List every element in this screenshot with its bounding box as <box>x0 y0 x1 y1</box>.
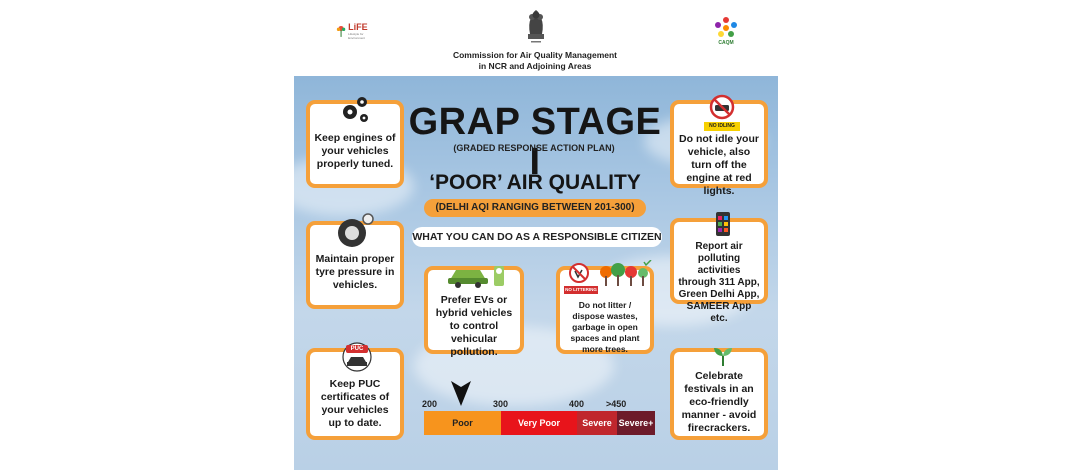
card-evs-text: Prefer EVs or hybrid vehicles to control vehicular pollution. <box>435 294 513 358</box>
caqm-logo-text: CAQM <box>718 40 734 46</box>
card-idling <box>670 100 768 197</box>
scale-label-450: >450 <box>606 399 627 409</box>
card-evs <box>424 266 524 358</box>
no-littering-icon <box>568 262 590 284</box>
card-tyre-text: Maintain proper tyre pressure in vehicles. <box>315 253 395 291</box>
card-festivals <box>670 348 768 440</box>
caqm-flower-icon <box>712 16 740 40</box>
trees-icon <box>598 260 652 288</box>
what-you-can-do-pill: WHAT YOU CAN DO AS A RESPONSIBLE CITIZEN <box>412 227 662 247</box>
no-littering-badge: NO LITTERING <box>565 287 597 292</box>
phone-apps-icon <box>708 210 736 238</box>
poster-subtitle: (GRADED RESPONSE ACTION PLAN) <box>453 143 615 153</box>
tyre-icon <box>336 213 376 249</box>
no-idling-badge: NO IDLING <box>704 122 740 131</box>
ev-charging-icon <box>446 262 508 288</box>
scale-segment-very-poor: Very Poor <box>501 411 577 435</box>
national-emblem-icon <box>522 4 550 46</box>
life-logo-text: LiFE <box>348 21 368 32</box>
card-puc-text: Keep PUC certificates of your vehicles up to date. <box>320 378 390 429</box>
card-engines-text: Keep engines of your vehicles properly tuned. <box>314 132 396 170</box>
scale-label-200: 200 <box>422 399 438 409</box>
header-title-line2: in NCR and Adjoining Areas <box>478 61 592 71</box>
scale-label-300: 300 <box>493 399 509 409</box>
card-tyre <box>306 221 404 309</box>
card-litter-text: Do not litter / dispose wastes, garbage in open spaces and plant more trees. <box>570 300 640 354</box>
scale-pointer-icon <box>449 379 473 407</box>
plant-sprout-icon <box>711 344 735 368</box>
air-quality-heading: ‘POOR’ AIR QUALITY <box>429 171 641 194</box>
card-engines <box>306 100 404 188</box>
grap-poster <box>294 76 778 470</box>
scale-segment-severe-plus: Severe+ <box>617 411 655 435</box>
poster-title: GRAP STAGE I <box>408 101 662 183</box>
card-report-text: Report air polluting activities through 311 App, Green Delhi App, SAMEER App etc. <box>678 241 760 324</box>
puc-badge: PUC <box>350 346 364 352</box>
header-title <box>380 50 690 72</box>
scale-label-400: 400 <box>569 399 585 409</box>
caqm-logo <box>712 16 740 46</box>
header-title-line1: Commission for Air Quality Management <box>452 50 618 60</box>
life-logo <box>336 20 376 42</box>
no-idling-icon <box>709 94 735 120</box>
card-idling-text: Do not idle your vehicle, also turn off the engine at red lights. <box>679 133 759 197</box>
aqi-range-pill: (DELHI AQI RANGING BETWEEN 201-300) <box>424 199 646 217</box>
card-puc <box>306 348 404 440</box>
flower-icon <box>336 23 346 39</box>
card-litter <box>556 266 654 354</box>
scale-segment-severe: Severe <box>577 411 617 435</box>
card-report <box>670 218 768 324</box>
gears-icon <box>338 94 372 126</box>
life-logo-sub: Lifestyle for Environment <box>348 31 365 40</box>
scale-segment-poor: Poor <box>424 411 501 435</box>
puc-icon <box>340 342 374 372</box>
card-festivals-text: Celebrate festivals in an eco-friendly manner - avoid firecrackers. <box>681 370 757 434</box>
